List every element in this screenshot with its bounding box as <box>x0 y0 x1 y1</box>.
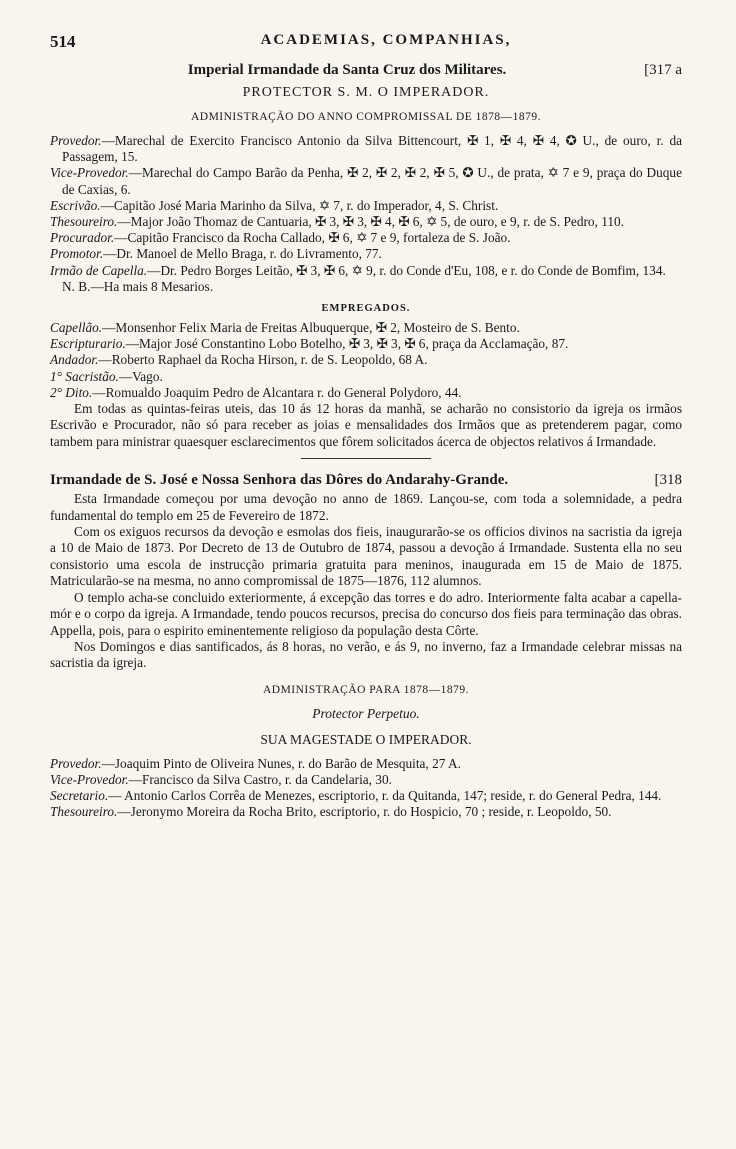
employee-role: 1° Sacristão. <box>50 368 119 384</box>
officer-text: —Jeronymo Moreira da Rocha Brito, escriptorio, r. do Hospicio, 70 ; reside, r. Leopoldo, 50. <box>117 804 612 820</box>
officer-entry <box>50 246 682 262</box>
employee-role: 2° Dito. <box>50 384 93 400</box>
officer-entry <box>50 133 682 165</box>
officer-text: —Marechal do Campo Barão da Penha, ✠ 2, ✠ 2, ✠ 2, ✠ 5, ✪ U., de prata, ✡ 7 e 9, praça do Duque de Caxias, 6. <box>62 165 682 197</box>
employee-entry <box>50 320 682 336</box>
officer-text: —Major João Thomaz de Cantuaria, ✠ 3, ✠ 3, ✠ 4, ✠ 6, ✡ 5, de ouro, e 9, r. de S. Pedro, 110. <box>117 214 624 230</box>
history-paragraph: Esta Irmandade começou por uma devoção no anno de 1869. Lançou-se, com toda a solemnidade, a pedra fundamental do templo em 25 de Fevereiro de 1872. <box>50 491 682 523</box>
officer-role: Procurador. <box>50 230 115 246</box>
officer-entry <box>50 263 682 279</box>
protector-line: PROTECTOR S. M. O IMPERADOR. <box>242 85 490 100</box>
officers-list-2 <box>50 756 682 821</box>
officer-text: —Capitão José Maria Marinho da Silva, ✡ 7, r. do Imperador, 4, S. Christ. <box>100 197 499 213</box>
employee-role: Capellão. <box>50 320 103 336</box>
officer-role: Vice-Provedor. <box>50 165 129 181</box>
history-paragraph: O templo acha-se concluido exteriormente, á excepção das torres e do adro. Interiormente falta acabar a capella-mór e o corpo da igreja. A Irmandade, tendo poucos recursos, precisa do concurso dos fieis para terminação das obras. Appella, pois, para o espirito eminentemente religioso da população desta Côrte. <box>50 589 682 638</box>
officer-role: Escrivão. <box>50 197 101 213</box>
closing-paragraph: Em todas as quintas-feiras uteis, das 10 ás 12 horas da manhã, se acharão no consistorio da igreja os irmãos Escrivão e Procurador, não só para receber as joias e mensalidades dos Irmãos que as pretenderem pagar, como tambem para ministrar quaesquer esclarecimentos que fôrem solicitados ácerca de objectos relativos á Irmandade. <box>50 401 682 449</box>
employees-list <box>50 320 682 401</box>
officer-role: Provedor. <box>50 133 102 148</box>
officer-entry <box>50 788 682 804</box>
officer-entry <box>50 214 682 230</box>
officer-text: —Dr. Pedro Borges Leitão, ✠ 3, ✠ 6, ✡ 9, r. do Conde d'Eu, 108, e r. do Conde de Bomfim, 134. <box>147 262 666 278</box>
document-page <box>50 32 682 821</box>
section-ref: [318 <box>654 472 682 489</box>
protector-name: SUA MAGESTADE O IMPERADOR. <box>260 731 472 747</box>
officer-text: —Dr. Manoel de Mello Braga, r. do Livramento, 77. <box>103 246 382 262</box>
officer-text: —Francisco da Silva Castro, r. da Candelaria, 30. <box>128 771 392 787</box>
running-header <box>50 32 682 58</box>
admin-heading-2: ADMINISTRAÇÃO PARA 1878—1879. <box>262 683 470 696</box>
officer-text: —Joaquim Pinto de Oliveira Nunes, r. do Barão de Mesquita, 27 A. <box>101 755 461 771</box>
section-divider <box>301 458 431 459</box>
employee-entry <box>50 352 682 368</box>
section-title-text: Irmandade de S. José e Nossa Senhora das Dôres do Andarahy-Grande. <box>50 472 509 489</box>
history-paragraph: Com os exiguos recursos da devoção e esmolas dos fieis, inaugurarão-se os officios divinos na sacristia da igreja a 10 de Maio de 1873. Por Decreto de 13 de Outubro de 1874, passou a devoção á Irmandade. Sustenta ella no seu consistorio uma escola de instrucção primaria gratuita para meninos, inaugurada em 15 de Maio de 1875. Matricularão-se na mesma, no anno compromissal de 1875—1876, 112 alumnos. <box>50 524 682 589</box>
officer-role: Thesoureiro. <box>50 214 118 230</box>
employee-role: Andador. <box>50 352 99 368</box>
officer-entry <box>50 165 682 197</box>
officer-entry <box>50 230 682 246</box>
officer-role: Secretario. <box>50 788 109 804</box>
officer-role: Vice-Provedor. <box>50 771 129 787</box>
protector-title: Protector Perpetuo. <box>312 705 420 721</box>
mesarios-note: N. B.—Ha mais 8 Mesarios. <box>62 278 214 294</box>
officer-role: Promotor. <box>50 246 104 262</box>
officer-entry <box>50 772 682 788</box>
section-title-sao-jose <box>50 469 682 491</box>
employee-text: —Romualdo Joaquim Pedro de Alcantara r. do General Polydoro, 44. <box>92 384 462 400</box>
officers-list <box>50 133 682 295</box>
employee-entry <box>50 369 682 385</box>
officer-entry <box>50 198 682 214</box>
section-title-text: Imperial Irmandade da Santa Cruz dos Militares. <box>187 62 507 78</box>
running-title: ACADEMIAS, COMPANHIAS, <box>260 32 512 48</box>
history-paragraph: Nos Domingos e dias santificados, ás 8 horas, no verão, e ás 9, no inverno, faz a Irmandade celebrar missas na sacristia da igreja. <box>50 638 682 671</box>
employee-text: —Roberto Raphael da Rocha Hirson, r. de S. Leopoldo, 68 A. <box>98 352 428 368</box>
officer-text: — Antonio Carlos Corrêa de Menezes, escriptorio, r. da Quitanda, 147; reside, r. do General Pedra, 144. <box>108 788 662 804</box>
employee-text: —Vago. <box>118 368 163 384</box>
admin-heading: ADMINISTRAÇÃO DO ANNO COMPROMISSAL DE 1878—1879. <box>190 111 542 123</box>
employee-entry <box>50 385 682 401</box>
employee-role: Escripturario. <box>50 336 126 352</box>
officer-role: Thesoureiro. <box>50 804 118 820</box>
employee-entry <box>50 336 682 352</box>
officer-role: Provedor. <box>50 755 102 771</box>
officer-text: —Capitão Francisco da Rocha Callado, ✠ 6, ✡ 7 e 9, fortaleza de S. João. <box>114 230 511 246</box>
page-number: 514 <box>50 32 76 51</box>
employees-heading: EMPREGADOS. <box>321 303 411 315</box>
officer-entry <box>50 804 682 820</box>
employee-text: —Major José Constantino Lobo Botelho, ✠ 3, ✠ 3, ✠ 6, praça da Acclamação, 87. <box>125 336 569 352</box>
section-ref: [317 a <box>644 62 682 78</box>
history-paragraphs <box>50 491 682 671</box>
employee-text: —Monsenhor Felix Maria de Freitas Albuquerque, ✠ 2, Mosteiro de S. Bento. <box>102 320 520 336</box>
section-title-santa-cruz <box>50 60 682 80</box>
officer-text: —Marechal de Exercito Francisco Antonio da Silva Bittencourt, ✠ 1, ✠ 4, ✠ 4, ✪ U., de ouro, r. da Passagem, 15. <box>62 133 682 165</box>
officer-entry <box>50 756 682 772</box>
officer-role: Irmão de Capella. <box>50 262 148 278</box>
